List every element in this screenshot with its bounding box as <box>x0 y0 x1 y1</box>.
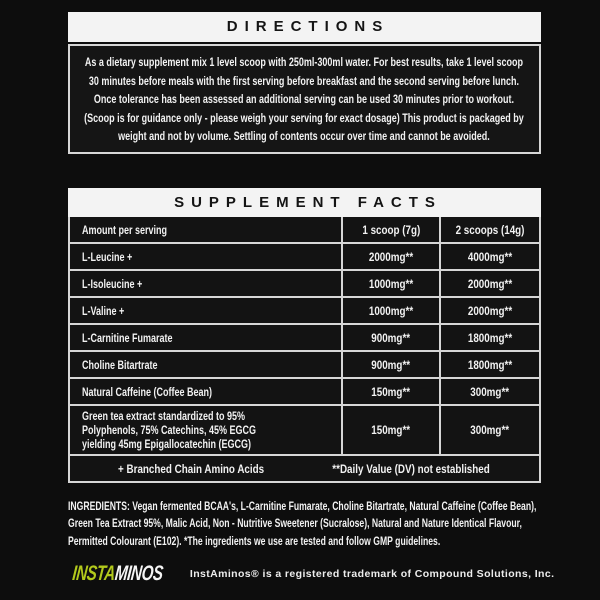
footnote-daily-value: **Daily Value (DV) not established <box>331 461 490 476</box>
supplement-facts-table <box>68 217 541 483</box>
amount-1-scoop-cell: 900mg** <box>341 325 439 350</box>
amount-1-scoop-cell: 150mg** <box>341 379 439 404</box>
amount-1-scoop-cell: 2000mg** <box>341 244 439 269</box>
column-header-1-scoop: 1 scoop (7g) <box>341 217 439 242</box>
supplement-facts-title: SUPPLEMENT FACTS <box>174 194 442 211</box>
ingredients-list: Vegan fermented BCAA's, L-Carnitine Fumarate, Choline Bitartrate, Natural Caffeine (Coffee Bean), Green Tea Extract 95%, Malic Acid, Non - Nutritive Sweetener (Sucralose), Natural and Nature Identical Flavour, Permitted Colourant (E102). *The ingredients we use are tested and follow GMP guidelines. <box>68 501 537 548</box>
logo-minos-text: MINOS <box>113 562 164 585</box>
table-footnotes-row <box>70 454 539 481</box>
logo-insta-text: INSTA <box>70 562 116 585</box>
directions-body <box>68 44 541 154</box>
column-header-2-scoops: 2 scoops (14g) <box>439 217 539 242</box>
amount-2-scoops-cell: 300mg** <box>439 379 539 404</box>
ingredient-name: L-Leucine + <box>82 249 133 264</box>
ingredient-name-cell <box>70 298 341 323</box>
directions-text: As a dietary supplement mix 1 level scoop with 250ml-300ml water. For best results, take 1 level scoop 30 minutes before meals with the first serving before breakfast and the second serving before lunch. Once tolerance has been assessed an additional serving can be used 30 minutes prior to workout. (Scoop is for guidance only - please weigh your serving for exact dosage) This product is packaged by weight and not by volume. Settling of contents occur over time and cannot be avoided. <box>84 55 524 144</box>
amount-2-scoops-cell: 2000mg** <box>439 271 539 296</box>
amount-2-scoops-cell: 2000mg** <box>439 298 539 323</box>
column-header-amount: Amount per serving <box>82 222 168 237</box>
ingredient-name-cell <box>70 379 341 404</box>
ingredients-label: INGREDIENTS: <box>68 501 130 513</box>
instaminos-logo <box>71 562 164 586</box>
footer <box>68 562 555 586</box>
supplement-facts-header-bar <box>68 188 541 217</box>
amount-1-scoop-cell: 150mg** <box>341 406 439 454</box>
trademark-text: InstAminos® is a registered trademark of Compound Solutions, Inc. <box>189 568 555 580</box>
ingredients-section <box>68 499 541 551</box>
ingredient-name: L-Isoleucine + <box>82 276 143 291</box>
table-row <box>70 269 539 296</box>
amount-1-scoop-cell: 900mg** <box>341 352 439 377</box>
table-header-row <box>70 217 539 242</box>
ingredient-name-cell <box>70 271 341 296</box>
amount-2-scoops-cell: 1800mg** <box>439 352 539 377</box>
amount-2-scoops-cell: 1800mg** <box>439 325 539 350</box>
amount-1-scoop-cell: 1000mg** <box>341 271 439 296</box>
ingredient-name: Green tea extract standardized to 95% Polyphenols, 75% Catechins, 45% EGCG yielding 45mg Epigallocatechin (EGCG) <box>82 409 257 451</box>
table-row <box>70 377 539 404</box>
ingredient-name: Choline Bitartrate <box>82 357 158 372</box>
directions-section <box>68 12 541 154</box>
supplement-facts-section <box>68 188 541 483</box>
ingredient-name-cell <box>70 406 341 454</box>
table-row <box>70 296 539 323</box>
amount-2-scoops-cell: 300mg** <box>439 406 539 454</box>
directions-title: DIRECTIONS <box>226 18 390 35</box>
ingredient-name: Natural Caffeine (Coffee Bean) <box>82 384 213 399</box>
table-row <box>70 242 539 269</box>
ingredient-name-cell <box>70 244 341 269</box>
table-row <box>70 350 539 377</box>
ingredient-name-cell <box>70 325 341 350</box>
ingredient-name: L-Valine + <box>82 303 125 318</box>
amount-1-scoop-cell: 1000mg** <box>341 298 439 323</box>
footnote-bcaa: + Branched Chain Amino Acids <box>118 461 265 476</box>
ingredient-name-cell <box>70 352 341 377</box>
amount-2-scoops-cell: 4000mg** <box>439 244 539 269</box>
table-row <box>70 404 539 454</box>
table-row <box>70 323 539 350</box>
directions-header-bar <box>68 12 541 42</box>
ingredient-name: L-Carnitine Fumarate <box>82 330 173 345</box>
ingredients-text <box>68 499 540 551</box>
